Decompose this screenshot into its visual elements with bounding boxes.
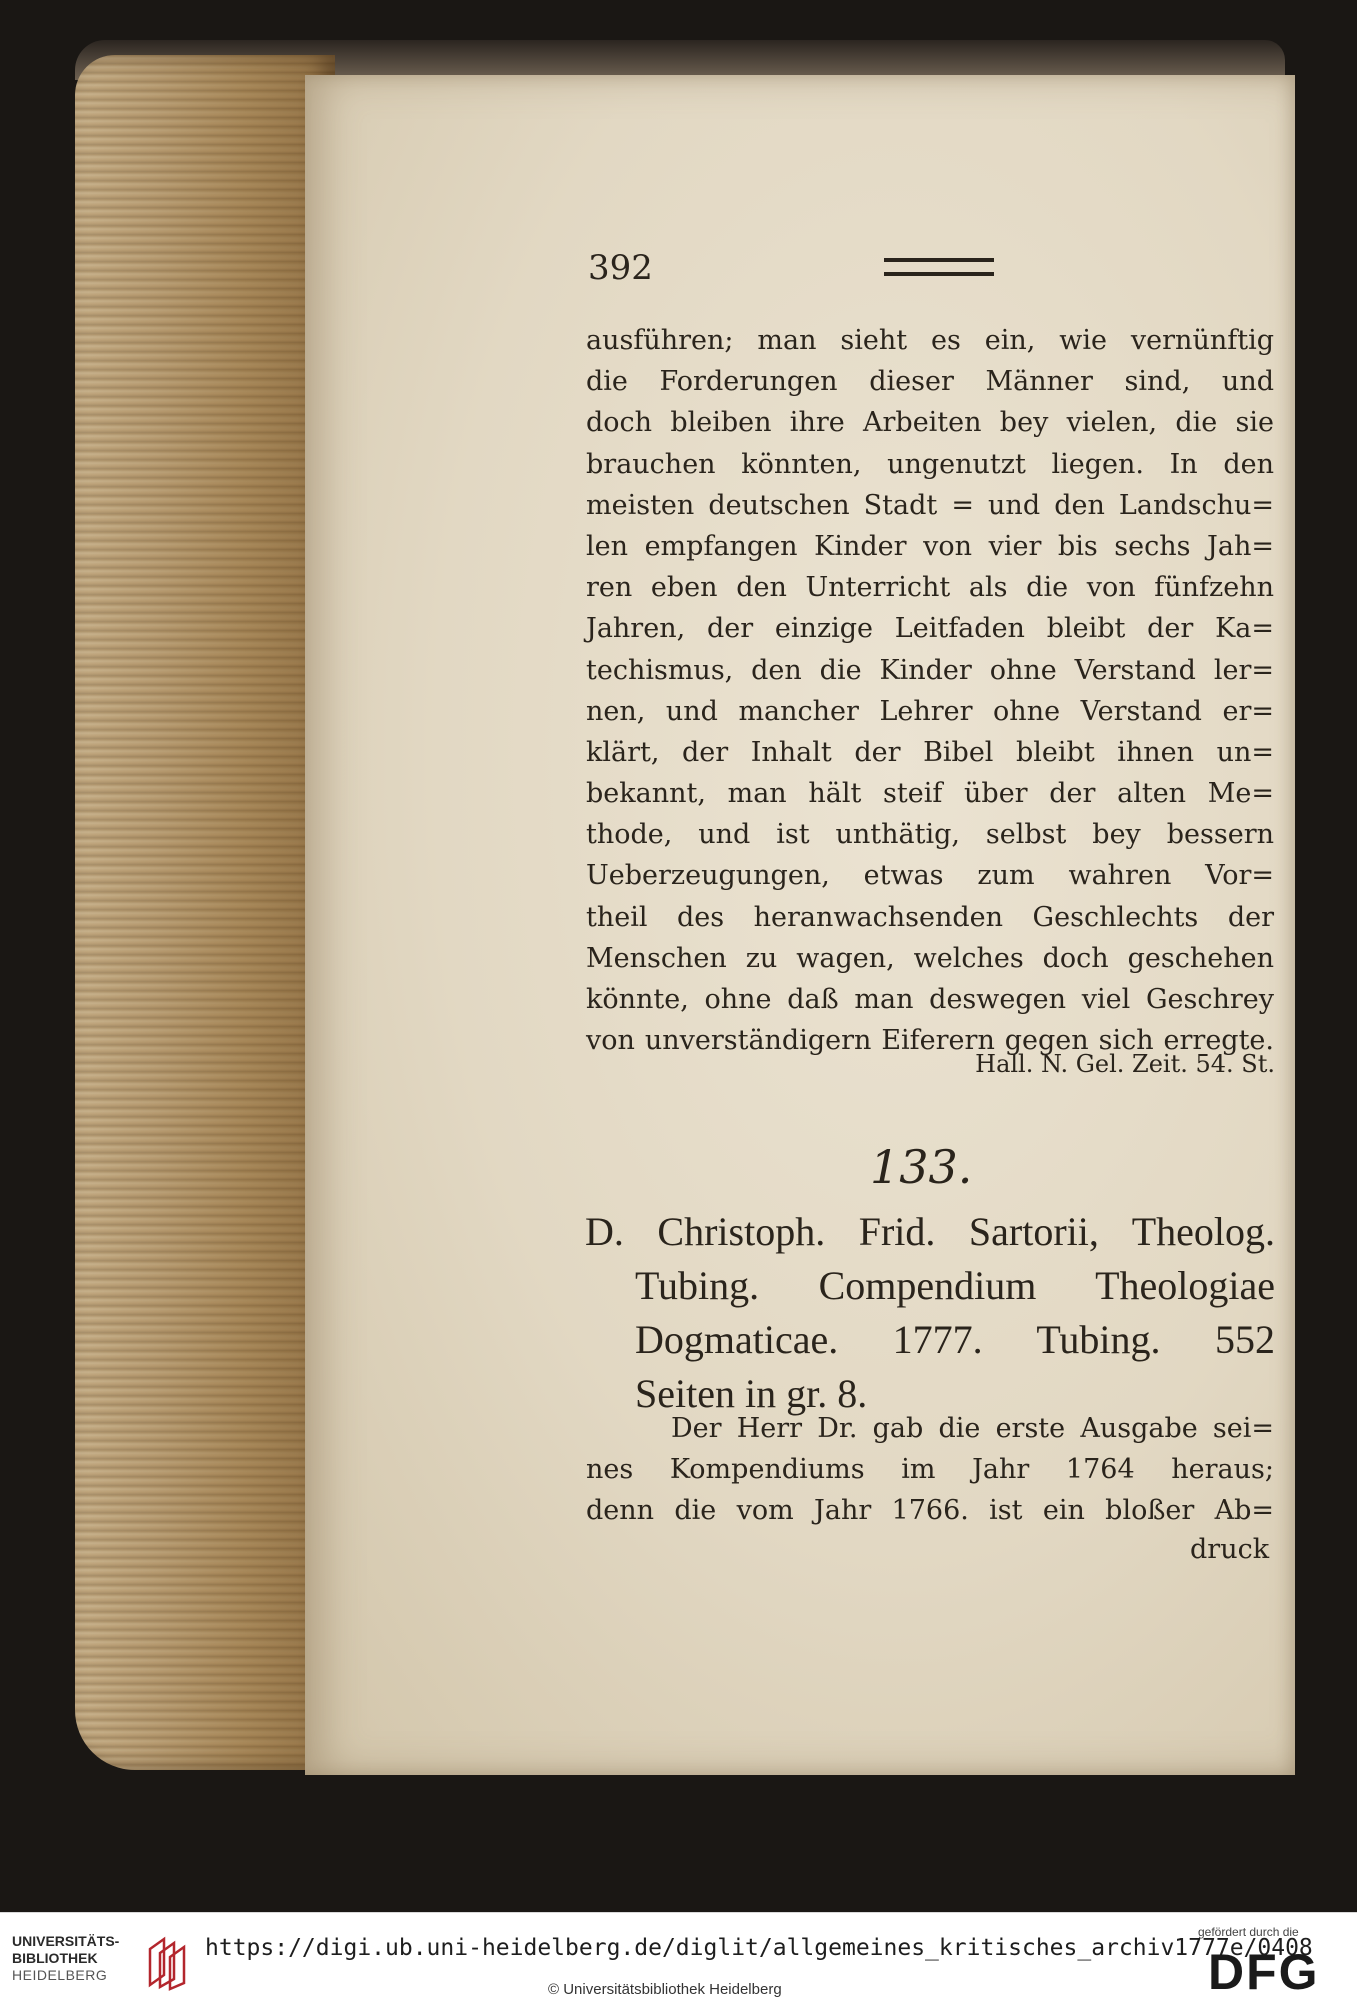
text-line: nes Kompendiums im Jahr 1764 heraus; xyxy=(586,1454,1274,1486)
text-line: meisten deutschen Stadt = und den Landschu= xyxy=(586,489,1274,521)
text-line: denn die vom Jahr 1766. ist ein bloßer Ab= xyxy=(586,1495,1274,1527)
entry-title xyxy=(585,1205,1275,1421)
title-line: D. Christoph. Frid. Sartorii, Theolog. xyxy=(585,1209,1275,1254)
text-line: könnte, ohne daß man deswegen viel Geschrey xyxy=(586,984,1274,1015)
text-line: bekannt, man hält steif über der alten Me= xyxy=(586,778,1274,810)
library-name-line1: UNIVERSITÄTS- xyxy=(12,1933,120,1949)
entry-body xyxy=(586,1408,1274,1532)
source-citation: Hall. N. Gel. Zeit. 54. St. xyxy=(975,1050,1275,1078)
text-line: brauchen könnten, ungenutzt liegen. In den xyxy=(586,448,1274,480)
text-line: theil des heranwachsenden Geschlechts der xyxy=(586,901,1274,933)
text-line: ausführen; man sieht es ein, wie vernünftig xyxy=(586,325,1274,356)
text-line: nen, und mancher Lehrer ohne Verstand er= xyxy=(586,695,1274,727)
header-ornament-rule xyxy=(884,258,994,276)
text-line: techismus, den die Kinder ohne Verstand ler= xyxy=(586,654,1274,686)
permalink-url[interactable]: https://digi.ub.uni-heidelberg.de/diglit/allgemeines_kritisches_archiv1777e/0408 xyxy=(205,1935,1313,1961)
text-line: doch bleiben ihre Arbeiten bey vielen, die sie xyxy=(586,407,1274,439)
text-line: Jahren, der einzige Leitfaden bleibt der Ka= xyxy=(586,613,1274,645)
body-text xyxy=(586,320,1274,1061)
copyright-notice: © Universitätsbibliothek Heidelberg xyxy=(548,1981,782,1998)
title-line: Tubing. Compendium Theologiae xyxy=(635,1263,1275,1308)
library-name-line3: HEIDELBERG xyxy=(12,1967,108,1983)
page-number: 392 xyxy=(588,248,653,288)
library-name-line2: BIBLIOTHEK xyxy=(12,1950,98,1966)
text-line: ren eben den Unterricht als die von fünfzehn xyxy=(586,572,1274,604)
text-line: Der Herr Dr. gab die erste Ausgabe sei= xyxy=(671,1413,1274,1444)
text-line: von unverständigern Eiferern gegen sich erregte. xyxy=(586,1025,1274,1057)
dfg-logo[interactable]: DFG xyxy=(1208,1944,1320,2000)
title-line: Seiten in gr. 8. xyxy=(635,1371,868,1416)
funding-note: gefördert durch die xyxy=(1198,1925,1299,1939)
page-header xyxy=(588,248,998,288)
text-line: Ueberzeugungen, etwas zum wahren Vor= xyxy=(586,860,1274,892)
library-emblem-icon xyxy=(142,1935,192,1991)
text-line: die Forderungen dieser Männer sind, und xyxy=(586,366,1274,398)
text-line: Menschen zu wagen, welches doch geschehen xyxy=(586,942,1274,974)
text-line: thode, und ist unthätig, selbst bey bessern xyxy=(586,819,1274,851)
text-line: len empfangen Kinder von vier bis sechs Jah= xyxy=(586,530,1274,562)
viewer-footer xyxy=(0,1912,1357,2013)
book-fore-edge xyxy=(75,55,335,1770)
title-line: Dogmaticae. 1777. Tubing. 552 xyxy=(635,1317,1275,1362)
text-line: klärt, der Inhalt der Bibel bleibt ihnen un= xyxy=(586,736,1274,768)
catchword: druck xyxy=(1190,1534,1270,1565)
entry-number: 133. xyxy=(870,1140,973,1194)
